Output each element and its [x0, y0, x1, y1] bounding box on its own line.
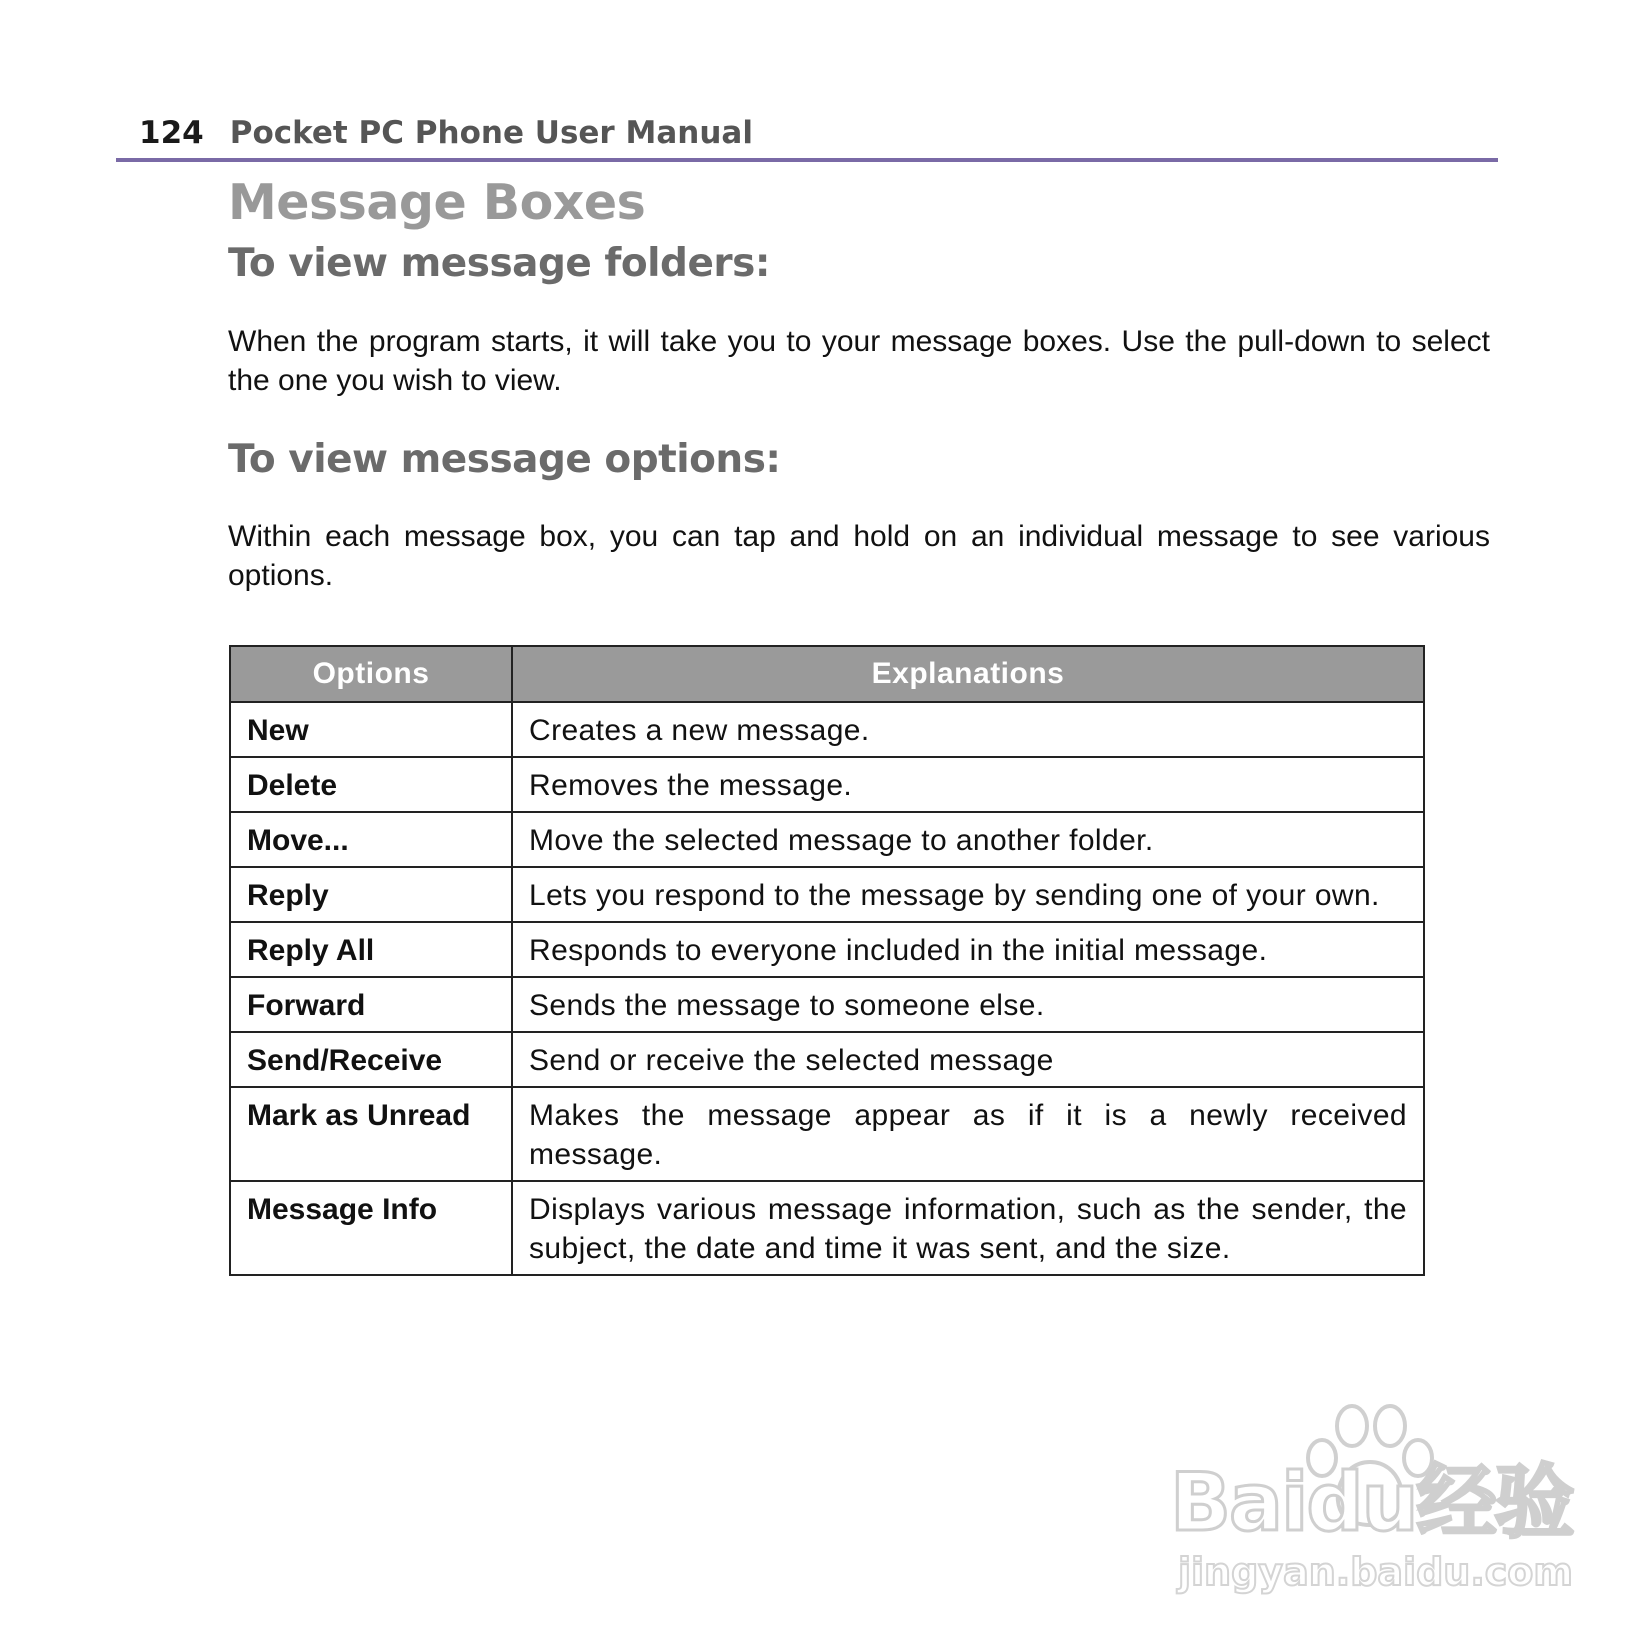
- table-row: [230, 1087, 1424, 1181]
- watermark-url: jingyan.baidu.com: [1178, 1550, 1573, 1594]
- option-name: Reply All: [230, 922, 512, 977]
- column-header-explanations: Explanations: [512, 646, 1424, 702]
- options-paragraph: Within each message box, you can tap and hold on an individual message to see various options.: [228, 520, 1490, 592]
- option-explanation: Send or receive the selected message: [512, 1032, 1424, 1087]
- option-explanation: Makes the message appear as if it is a newly received message.: [512, 1087, 1424, 1181]
- header-rule: [116, 158, 1498, 162]
- folders-heading: To view message folders:: [228, 241, 770, 286]
- table-row: [230, 1181, 1424, 1275]
- option-explanation: Removes the message.: [512, 757, 1424, 812]
- option-explanation: Displays various message information, such as the sender, the subject, the date and time it was sent, and the size.: [512, 1181, 1424, 1275]
- option-explanation: Move the selected message to another folder.: [512, 812, 1424, 867]
- option-explanation: Creates a new message.: [512, 702, 1424, 757]
- option-name: Forward: [230, 977, 512, 1032]
- option-name: Delete: [230, 757, 512, 812]
- options-heading: To view message options:: [228, 437, 781, 482]
- table-body: [230, 702, 1424, 1275]
- option-name: Mark as Unread: [230, 1087, 512, 1181]
- table-row: [230, 757, 1424, 812]
- table-row: [230, 812, 1424, 867]
- table-row: [230, 702, 1424, 757]
- option-explanation: Responds to everyone included in the initial message.: [512, 922, 1424, 977]
- options-table: [229, 645, 1425, 1276]
- option-name: New: [230, 702, 512, 757]
- section-title: Message Boxes: [228, 174, 646, 231]
- folders-paragraph: When the program starts, it will take you to your message boxes. Use the pull-down to select the one you wish to view.: [228, 325, 1490, 397]
- column-header-options: Options: [230, 646, 512, 702]
- running-header: [139, 113, 753, 153]
- option-explanation: Lets you respond to the message by sending one of your own.: [512, 867, 1424, 922]
- option-name: Move...: [230, 812, 512, 867]
- baidu-watermark: [1170, 1400, 1573, 1600]
- table-header-row: [230, 646, 1424, 702]
- table-row: [230, 922, 1424, 977]
- page-number: 124: [139, 115, 204, 151]
- table-row: [230, 977, 1424, 1032]
- table-row: [230, 1032, 1424, 1087]
- manual-title: Pocket PC Phone User Manual: [229, 115, 753, 151]
- watermark-brand: Baidu经验: [1170, 1456, 1573, 1549]
- option-name: Message Info: [230, 1181, 512, 1275]
- option-name: Reply: [230, 867, 512, 922]
- table-row: [230, 867, 1424, 922]
- option-name: Send/Receive: [230, 1032, 512, 1087]
- option-explanation: Sends the message to someone else.: [512, 977, 1424, 1032]
